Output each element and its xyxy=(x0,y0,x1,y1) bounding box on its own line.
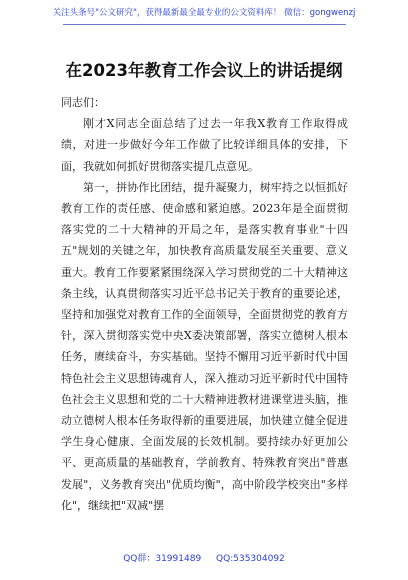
footer-qq-group: QQ群：31991489 xyxy=(123,554,202,564)
header-divider xyxy=(63,24,346,25)
footer-contact xyxy=(0,551,408,564)
paragraph-intro: 刚才X同志全面总结了过去一年我X教育工作取得成绩，对进一步做好今年工作做了比较详细具体的安排，下面，我就如何抓好贯彻落实提几点意见。 xyxy=(61,117,348,173)
paragraph-first-point: 第一，拼协作比团结，提升凝聚力，树牢持之以恒抓好教育工作的责任感、使命感和紧迫感。2023年是全面贯彻落实党的二十大精神的开局之年，是落实教育事业"十四五"规划的关键之年，加快教育高质量发展至关重要、意义重大。教育工作要紧紧围绕深入学习贯彻党的二十大精神这条主线，认真贯彻落实习近平总书记关于教育的重要论述，坚持和加强党对教育工作的全面领导，全面贯彻党的教育方针，深入贯彻落实党中央X委决策部署，落实立德树人根本任务，赓续奋斗，夯实基础。坚持不懈用习近平新时代中国特色社会主义思想铸魂育人，深入推动习近平新时代中国特色社会主义思想和党的二十大精神进教材进课堂进头脑，推动立德树人根本任务取得新的重要进展，加快建立健全促进学生身心健康、全面发展的长效机制。要持续办好更加公平、更高质量的基础教育，学前教育、特殊教育突出"普惠发展"，义务教育突出"优质均衡"，高中阶段学校突出"多样化"，继续把"双减"摆 xyxy=(61,180,348,512)
document-title: 在2023年教育工作会议上的讲话提纲 xyxy=(65,61,343,80)
salutation: 同志们： xyxy=(61,96,105,109)
header-link[interactable]: 关注头条号"公文研究"，获得最新最全最专业的公文资料库！ 微信：gongwenzj xyxy=(52,8,356,18)
document-body xyxy=(61,92,348,516)
footer-qq: QQ:535304092 xyxy=(216,554,285,564)
